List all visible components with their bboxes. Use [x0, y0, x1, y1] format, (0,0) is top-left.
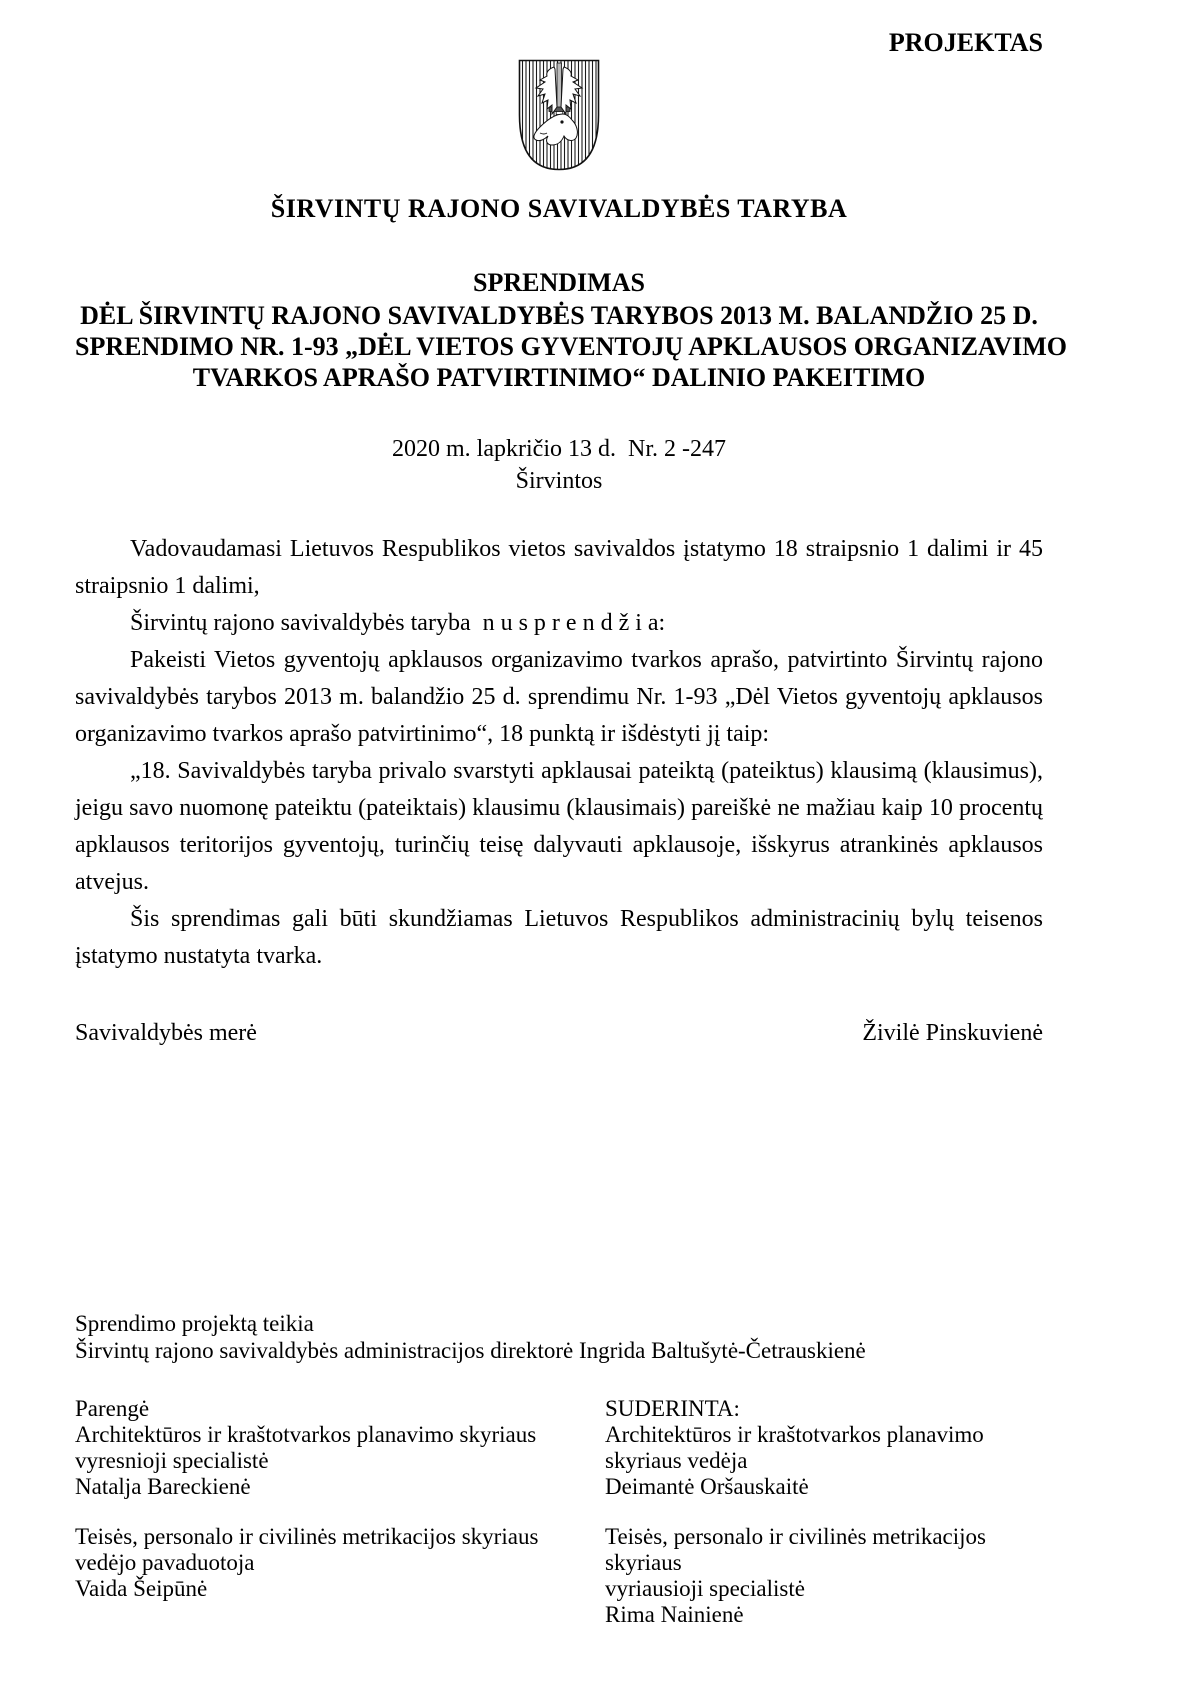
body-paragraph: Pakeisti Vietos gyventojų apklausos organizavimo tvarkos aprašo, patvirtinto Širvintų rajono savivaldybės tarybos 2013 m. balandžio 25 d. sprendimu Nr. 1-93 „Dėl Vietos gyventojų apklausos organizavimo tvarkos aprašo patvirtinimo“, 18 punktą ir išdėstyti jį taip:	[75, 647, 1043, 747]
approved-block-1	[605, 1396, 1043, 1500]
body-paragraph: Šis sprendimas gali būti skundžiamas Lietuvos Respublikos administracinių bylų teisenos įstatymo nustatyta tvarka.	[75, 906, 1043, 969]
prepared-role-line: Teisės, personalo ir civilinės metrikacijos skyriaus	[75, 1524, 539, 1549]
prepared-name: Natalja Bareckienė	[75, 1474, 251, 1499]
projektas-stamp: PROJEKTAS	[888, 28, 1043, 57]
submission-intro: Sprendimo projektą teikia	[75, 1311, 314, 1336]
place-name: Širvintos	[515, 468, 603, 494]
org-name: ŠIRVINTŲ RAJONO SAVIVALDYBĖS TARYBA	[270, 194, 848, 223]
doc-title	[75, 300, 1068, 393]
officials-row-2	[75, 1524, 1043, 1628]
signature-name: Živilė Pinskuvienė	[862, 1020, 1043, 1046]
doc-title-line: DĖL ŠIRVINTŲ RAJONO SAVIVALDYBĖS TARYBOS 2013 M. BALANDŽIO 25 D.	[80, 301, 1038, 330]
approved-block-2	[605, 1524, 1043, 1628]
date-line: 2020 m. lapkričio 13 d. Nr. 2 -247	[392, 436, 726, 462]
approved-name: Deimantė Oršauskaitė	[605, 1474, 809, 1499]
submission-person: Širvintų rajono savivaldybės administracijos direktorė Ingrida Baltušytė-Četrauskienė	[75, 1338, 866, 1363]
prepared-role-line: vedėjo pavaduotoja	[75, 1550, 255, 1575]
doc-type: SPRENDIMAS	[473, 268, 645, 297]
doc-title-line: SPRENDIMO NR. 1-93 „DĖL VIETOS GYVENTOJŲ APKLAUSOS ORGANIZAVIMO	[75, 332, 1068, 361]
signature-role: Savivaldybės merė	[75, 1020, 257, 1046]
coat-of-arms	[75, 59, 1043, 176]
prepared-role-line: Architektūros ir kraštotvarkos planavimo skyriaus	[75, 1422, 537, 1447]
prepared-block-2	[75, 1524, 605, 1628]
prepared-role-line: vyresnioji specialistė	[75, 1448, 269, 1473]
approved-role-line: vyriausioji specialistė	[605, 1576, 805, 1601]
approved-role-line: Architektūros ir kraštotvarkos planavimo skyriaus vedėja	[605, 1422, 984, 1473]
approved-role-line: Teisės, personalo ir civilinės metrikacijos skyriaus	[605, 1524, 986, 1575]
prepared-block-1	[75, 1396, 605, 1500]
officials-section	[75, 1396, 1043, 1628]
body-paragraph: Širvintų rajono savivaldybės taryba n u s p r e n d ž i a:	[130, 610, 666, 636]
approved-heading: SUDERINTA:	[605, 1396, 740, 1421]
body-text	[75, 531, 1043, 975]
signature-row	[75, 1015, 1043, 1052]
submission-block	[75, 1310, 1043, 1364]
approved-name: Rima Nainienė	[605, 1602, 744, 1627]
body-paragraph: Vadovaudamasi Lietuvos Respublikos vietos savivaldos įstatymo 18 straipsnio 1 dalimi ir 45 straipsnio 1 dalimi,	[75, 536, 1043, 599]
prepared-name: Vaida Šeipūnė	[75, 1576, 208, 1601]
doc-title-line: TVARKOS APRAŠO PATVIRTINIMO“ DALINIO PAKEITIMO	[192, 363, 926, 392]
coat-of-arms-icon	[518, 59, 600, 176]
officials-row-1	[75, 1396, 1043, 1500]
body-paragraph: „18. Savivaldybės taryba privalo svarstyti apklausai pateiktą (pateiktus) klausimą (klausimus), jeigu savo nuomonę pateiktu (pateiktais) klausimu (klausimais) pareiškė ne mažiau kaip 10 procentų apklausos teritorijos gyventojų, turinčių teisę dalyvauti apklausoje, išskyrus atrankinės apklausos atvejus.	[75, 758, 1043, 895]
prepared-heading: Parengė	[75, 1396, 150, 1421]
